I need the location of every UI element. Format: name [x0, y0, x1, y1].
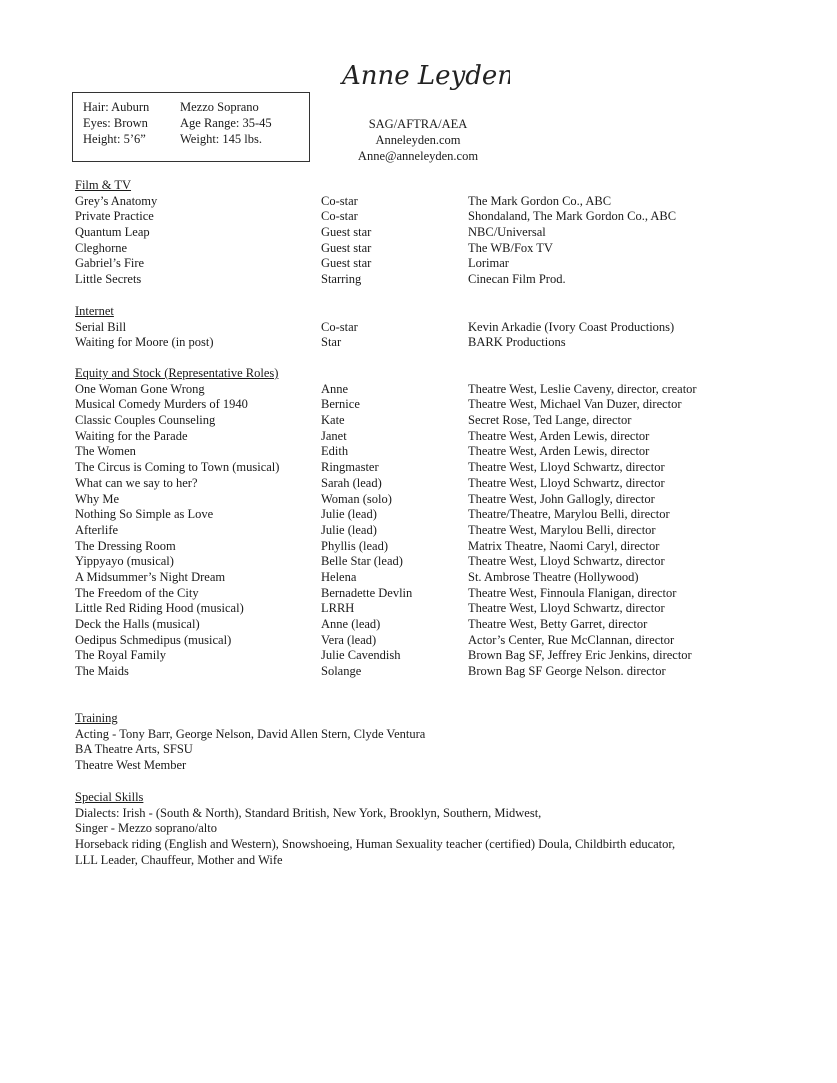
credit-company: Theatre West, Lloyd Schwartz, director [468, 554, 665, 569]
skills-line: Dialects: Irish - (South & North), Standard British, New York, Brooklyn, Southern, Midwest, [75, 805, 542, 820]
stat-eyes: Eyes: Brown [83, 116, 148, 130]
credit-role: Anne (lead) [321, 617, 381, 631]
credit-title: Why Me [75, 491, 120, 506]
credit-row [75, 209, 775, 225]
credit-row [75, 413, 775, 429]
credit-title: Musical Comedy Murders of 1940 [75, 397, 248, 412]
contact-block [340, 116, 496, 164]
credit-row [75, 539, 775, 555]
credit-row [75, 586, 775, 602]
credit-company: Theatre West, Michael Van Duzer, director [468, 397, 682, 412]
skills-line: LLL Leader, Chauffeur, Mother and Wife [75, 852, 283, 867]
credit-role: Star [321, 335, 342, 350]
credit-role: Helena [321, 569, 357, 584]
email-link[interactable]: Anne@anneleyden.com [357, 149, 479, 163]
credit-company: Shondaland, The Mark Gordon Co., ABC [468, 209, 677, 224]
skills-line: Singer - Mezzo soprano/alto [75, 821, 217, 836]
credit-title: The Royal Family [75, 648, 166, 663]
stat-age-range: Age Range: 35-45 [180, 116, 272, 130]
credit-role: Co-star [321, 209, 358, 224]
credit-row [75, 617, 775, 633]
credit-title: A Midsummer’s Night Dream [75, 569, 226, 584]
credit-title: One Woman Gone Wrong [75, 381, 205, 396]
credit-company: Theatre West, Lloyd Schwartz, director [468, 601, 665, 616]
credit-role: Anne [321, 381, 349, 396]
credit-role: Co-star [321, 319, 358, 334]
stat-voice: Mezzo Soprano [180, 100, 259, 114]
credit-row [75, 523, 775, 539]
stat-height: Height: 5’6” [83, 132, 146, 146]
credit-role: Julie (lead) [321, 522, 377, 537]
film-tv-heading: Film & TV [75, 178, 132, 192]
stats-left-column [83, 99, 149, 147]
credit-role: Guest star [321, 225, 372, 240]
credit-company: Matrix Theatre, Naomi Caryl, director [468, 538, 660, 553]
credit-company: Theatre West, Lloyd Schwartz, director [468, 460, 665, 475]
credit-company: Theatre West, John Gallogly, director [468, 491, 655, 506]
signature-graphic [330, 48, 510, 108]
credit-title: Little Red Riding Hood (musical) [75, 601, 244, 616]
credit-company: NBC/Universal [468, 225, 546, 240]
credit-role: Julie (lead) [321, 507, 377, 522]
credit-title: Deck the Halls (musical) [75, 617, 200, 631]
credit-company: St. Ambrose Theatre (Hollywood) [468, 569, 639, 584]
training-line: Theatre West Member [75, 758, 187, 773]
training-line: Acting - Tony Barr, George Nelson, David Allen Stern, Clyde Ventura [75, 726, 426, 741]
credit-title: Private Practice [75, 209, 154, 224]
name-signature [330, 48, 510, 108]
credit-role: Vera (lead) [321, 632, 377, 647]
credit-company: Actor’s Center, Rue McClannan, director [468, 632, 675, 647]
credit-title: The Circus is Coming to Town (musical) [75, 460, 280, 475]
credit-title: Oedipus Schmedipus (musical) [75, 632, 232, 647]
credit-title: What can we say to her? [75, 475, 198, 490]
credit-role: Bernadette Devlin [321, 585, 413, 600]
training-section [75, 711, 775, 774]
skills-section [75, 790, 775, 869]
credit-row [75, 554, 775, 570]
credit-role: Guest star [321, 256, 372, 271]
skills-line: Horseback riding (English and Western), Snowshoeing, Human Sexuality teacher (certified) Doula, Childbirth educator, [75, 837, 676, 852]
credit-row [75, 241, 775, 257]
stat-weight: Weight: 145 lbs. [180, 132, 262, 146]
credit-company: The Mark Gordon Co., ABC [468, 193, 612, 208]
credit-role: Ringmaster [321, 460, 379, 475]
credit-role: Edith [321, 444, 349, 459]
equity-heading: Equity and Stock (Representative Roles) [75, 366, 279, 380]
credit-title: Nothing So Simple as Love [75, 507, 214, 522]
credit-row [75, 664, 775, 680]
website-link[interactable]: Anneleyden.com [375, 133, 461, 147]
credit-row [75, 272, 775, 288]
credit-company: Secret Rose, Ted Lange, director [468, 413, 632, 428]
credit-row [75, 633, 775, 649]
credit-title: Afterlife [75, 522, 119, 537]
credit-company: Brown Bag SF, Jeffrey Eric Jenkins, director [468, 648, 692, 663]
credit-row [75, 507, 775, 523]
credit-row [75, 492, 775, 508]
credit-title: Classic Couples Counseling [75, 413, 216, 428]
stat-hair: Hair: Auburn [83, 100, 150, 114]
credit-title: The Freedom of the City [75, 585, 199, 600]
credit-company: Theatre West, Arden Lewis, director [468, 428, 650, 443]
stats-right-column [180, 99, 272, 147]
equity-section [75, 366, 775, 680]
internet-heading-row [75, 304, 775, 320]
credit-row [75, 460, 775, 476]
credit-role: Starring [321, 272, 362, 287]
credit-role: Bernice [321, 397, 360, 412]
unions: SAG/AFTRA/AEA [368, 117, 468, 131]
credit-company: Lorimar [468, 256, 509, 271]
credit-role: Kate [321, 413, 345, 428]
credit-row [75, 476, 775, 492]
credit-row [75, 648, 775, 664]
credit-role: LRRH [321, 601, 355, 616]
credit-row [75, 444, 775, 460]
internet-heading: Internet [75, 304, 114, 318]
credit-row [75, 225, 775, 241]
credit-title: Waiting for Moore (in post) [75, 335, 214, 350]
credit-company: Theatre West, Finnoula Flanigan, director [468, 585, 677, 600]
credit-title: Waiting for the Parade [75, 428, 188, 443]
credit-title: Cleghorne [75, 240, 128, 255]
credit-title: The Maids [75, 664, 129, 679]
credit-role: Phyllis (lead) [321, 538, 389, 553]
credit-company: Cinecan Film Prod. [468, 272, 566, 287]
physical-stats-box [72, 92, 310, 162]
credit-company: Theatre West, Marylou Belli, director [468, 522, 656, 537]
credit-company: Theatre West, Betty Garret, director [468, 617, 648, 631]
credit-title: Little Secrets [75, 272, 142, 287]
credit-role: Guest star [321, 240, 372, 255]
credit-role: Co-star [321, 193, 358, 208]
credit-role: Solange [321, 664, 362, 679]
credit-company: Brown Bag SF George Nelson. director [468, 664, 666, 679]
film-tv-section [75, 178, 775, 288]
credit-row [75, 570, 775, 586]
credit-row [75, 601, 775, 617]
credit-row [75, 320, 775, 336]
credit-company: BARK Productions [468, 335, 566, 350]
credit-role: Janet [321, 428, 347, 443]
credit-company: The WB/Fox TV [468, 240, 553, 255]
signature-text: Anne Leyden [342, 61, 510, 91]
credit-company: Kevin Arkadie (Ivory Coast Productions) [468, 319, 675, 334]
credit-title: Quantum Leap [75, 225, 150, 240]
credit-company: Theatre West, Leslie Caveny, director, creator [468, 381, 697, 396]
credit-title: Yippyayo (musical) [75, 554, 174, 569]
credit-role: Julie Cavendish [321, 648, 401, 663]
credit-title: The Dressing Room [75, 538, 176, 553]
skills-heading: Special Skills [75, 790, 144, 804]
equity-heading-row [75, 366, 775, 382]
film-tv-list [75, 194, 775, 288]
credit-role: Sarah (lead) [321, 475, 382, 490]
credit-row [75, 194, 775, 210]
credit-title: The Women [75, 444, 136, 459]
credit-title: Grey’s Anatomy [75, 193, 158, 208]
credit-row [75, 429, 775, 445]
credit-company: Theatre West, Arden Lewis, director [468, 444, 650, 459]
credit-company: Theatre/Theatre, Marylou Belli, director [468, 507, 670, 522]
credit-title: Gabriel’s Fire [75, 256, 145, 271]
credit-company: Theatre West, Lloyd Schwartz, director [468, 475, 665, 490]
credit-row [75, 256, 775, 272]
training-heading: Training [75, 711, 118, 725]
credit-row [75, 382, 775, 398]
credit-row [75, 335, 775, 351]
training-line: BA Theatre Arts, SFSU [75, 742, 193, 757]
credit-role: Woman (solo) [321, 491, 392, 506]
credit-role: Belle Star (lead) [321, 554, 403, 569]
credit-row [75, 397, 775, 413]
credit-title: Serial Bill [75, 319, 127, 334]
internet-list [75, 320, 775, 351]
film-tv-heading-row [75, 178, 775, 194]
equity-list [75, 382, 775, 680]
internet-section [75, 304, 775, 351]
